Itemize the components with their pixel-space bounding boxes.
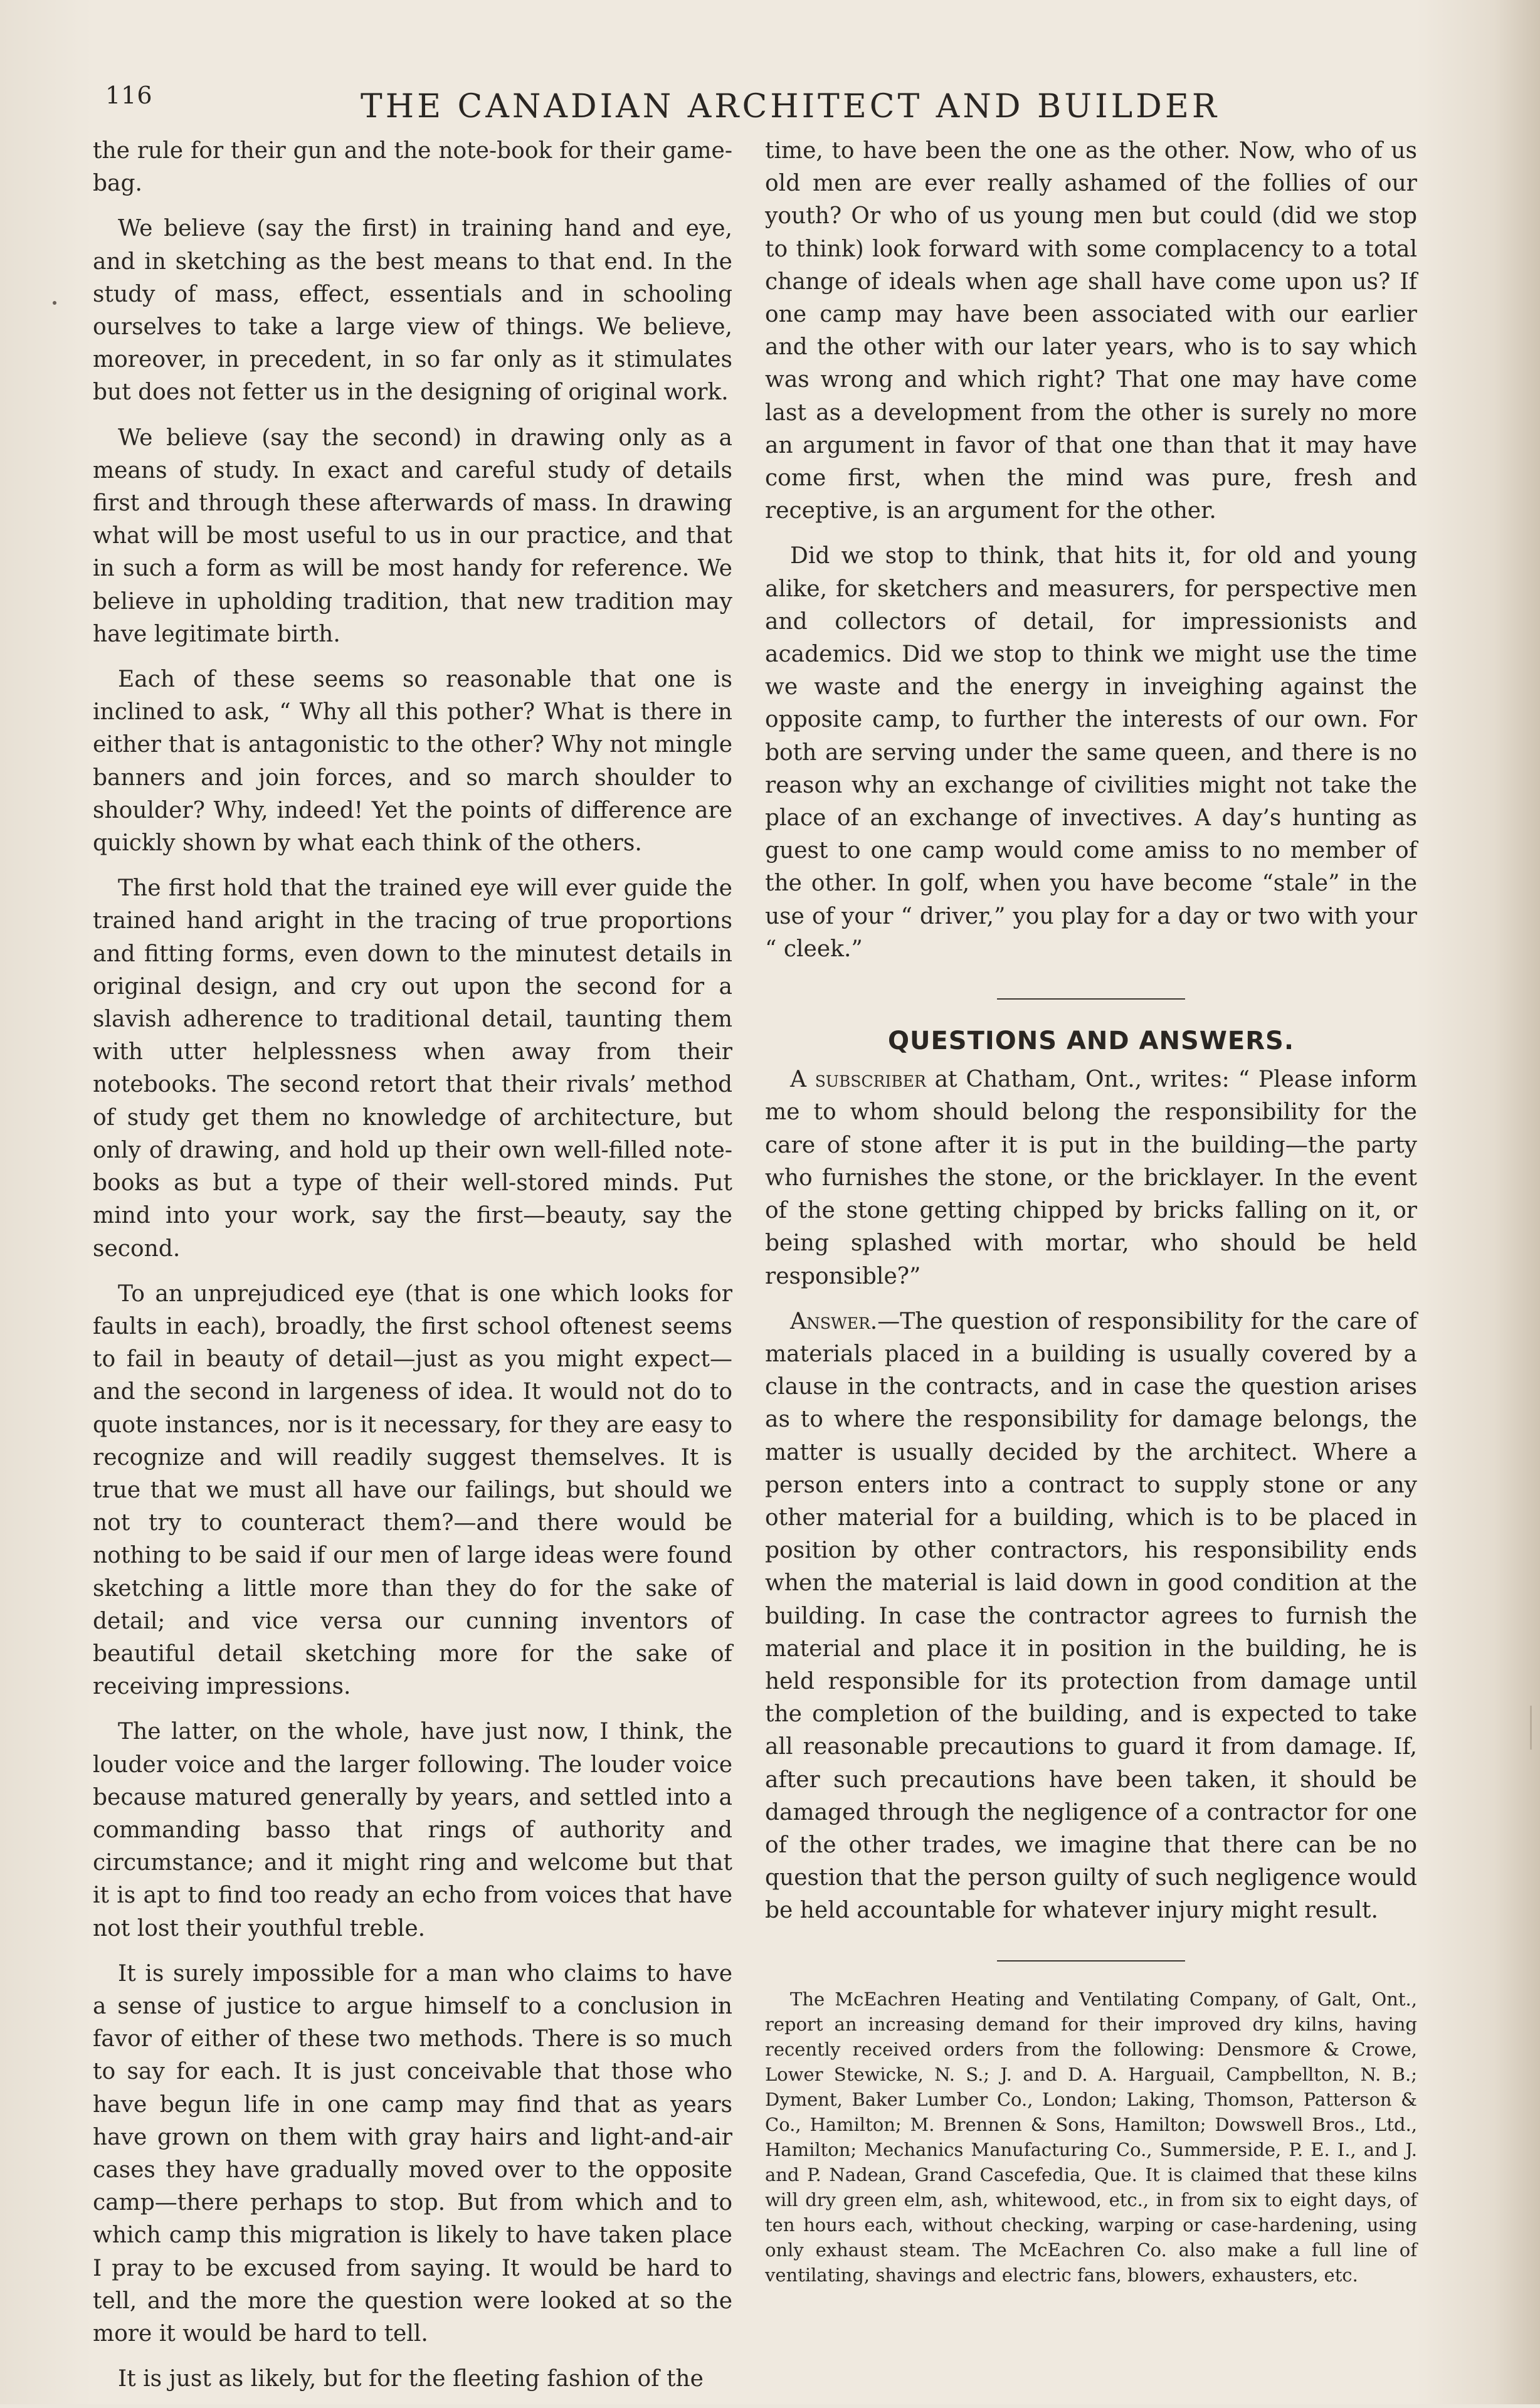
- right-column: [765, 135, 1417, 2300]
- article-paragraph: We believe (say the second) in drawing only as a means of study. In exact and careful study of details first and through these afterwards of mass. In drawing what will be most useful to us in our practice, and that in such a form as will be most handy for reference. We believe in upholding tradition, that new tradition may have legitimate birth.: [93, 425, 732, 647]
- section-divider: [997, 998, 1185, 1000]
- binding-edge-mark: [1530, 1706, 1532, 1750]
- answer-lead: Answer.: [790, 1308, 878, 1334]
- answer-paragraph: [765, 1306, 1417, 1928]
- article-paragraph: Each of these seems so reasonable that one is inclined to ask, “ Why all this pother? What is there in either that is antagonistic to the other? Why not mingle banners and join forces, and so march shoulder to shoulder? Why, indeed! Yet the points of difference are quickly shown by what each think of the others.: [93, 667, 732, 857]
- article-paragraph: the rule for their gun and the note-book for their game-bag.: [93, 138, 732, 197]
- section-heading: QUESTIONS AND ANSWERS.: [887, 1027, 1295, 1056]
- running-title: THE CANADIAN ARCHITECT AND BUILDER: [361, 88, 1220, 125]
- article-paragraph: It is surely impossible for a man who claims to have a sense of justice to argue himself to a conclusion in favor of either of these two methods. There is so much to say for each. It is just conceivable that those who have begun life in one camp may find that as years have grown on them with gray hairs and light-and-air cases they have gradually moved over to the opposite camp—there perhaps to stop. But from which and to which camp this migration is likely to have taken place I pray to be excused from saying. It would be hard to tell, and the more the question were looked at so the more it would be hard to tell.: [93, 1960, 732, 2347]
- question-lead: A subscriber: [790, 1067, 926, 1093]
- article-paragraph: The latter, on the whole, have just now, I think, the louder voice and the larger following. The louder voice because matured generally by years, and settled into a commanding basso that rings of authority and circumstance; and it might ring and welcome but that it is apt to find too ready an echo from voices that have not lost their youthful treble.: [93, 1719, 732, 1941]
- section-divider: [997, 1960, 1185, 1962]
- article-paragraph: Did we stop to think, that hits it, for old and young alike, for sketchers and measurers, for perspective men and collectors of detail, for impressionists and academics. Did we stop to think we might use the time we waste and the energy in inveighing against the opposite camp, to further the interests of our own. For both are serving under the same queen, and there is no reason why an exchange of civilities might not take the place of an exchange of invectives. A day’s hunting as guest to one camp would come amiss to no member of the other. In golf, when you have become “stale” in the use of your “ driver,” you play for a day or two with your “ cleek.”: [765, 543, 1417, 962]
- left-column: [93, 135, 732, 2408]
- question-body: at Chatham, Ont., writes: “ Please inform me to whom should belong the responsibility for the care of stone after it is put in the building—the party who furnishes the stone, or the bricklayer. In the event of the stone getting chipped by bricks falling on it, or being splashed with mortar, who should be held responsible?”: [765, 1067, 1417, 1289]
- article-paragraph: The first hold that the trained eye will ever guide the trained hand aright in the tracing of true proportions and fitting forms, even down to the minutest details in original design, and cry out upon the second for a slavish adherence to traditional detail, taunting them with utter helplessness when away from their notebooks. The second retort that their rivals’ method of study get them no knowledge of architecture, but only of drawing, and hold up their own well-filled note-books as but a type of their well-stored minds. Put mind into your work, say the first—beauty, say the second.: [93, 875, 732, 1262]
- answer-body: —The question of responsibility for the care of materials placed in a building is usually covered by a clause in the contracts, and in case the question arises as to where the responsibility for damage belongs, the matter is usually decided by the architect. Where a person enters into a contract to supply stone or any other material for a building, which is to be placed in position by other contractors, his responsibility ends when the material is laid down in good condition at the building. In case the contractor agrees to furnish the material and place it in position in the building, he is held responsible for its protection from damage until the completion of the building, and is expected to take all reasonable precautions to guard it from damage. If, after such precautions have been taken, it should be damaged through the negligence of a contractor for one of the other trades, we imagine that there can be no question that the person guilty of such negligence would be held accountable for whatever injury might result.: [765, 1308, 1417, 1924]
- page-number: 116: [105, 82, 153, 109]
- article-paragraph: It is just as likely, but for the fleeting fashion of the: [118, 2366, 704, 2392]
- article-paragraph: We believe (say the first) in training hand and eye, and in sketching as the best means to that end. In the study of mass, effect, essentials and in schooling ourselves to take a large view of things. We believe, moreover, in precedent, in so far only as it stimulates but does not fetter us in the designing of original work.: [93, 216, 732, 406]
- article-paragraph: To an unprejudiced eye (that is one which looks for faults in each), broadly, the first school oftenest seems to fail in beauty of detail—just as you might expect—and the second in largeness of idea. It would not do to quote instances, nor is it necessary, for they are easy to recognize and will readily suggest themselves. It is true that we must all have our failings, but should we not try to counteract them?—and there would be nothing to be said if our men of large ideas were found sketching a little more than they do for the sake of detail; and vice versa our cunning inventors of beautiful detail sketching more for the sake of receiving impressions.: [93, 1281, 732, 1700]
- article-paragraph: time, to have been the one as the other. Now, who of us old men are ever really ashamed of the follies of our youth? Or who of us young men but could (did we stop to think) look forward with some complacency to a total change of ideals when age shall have come upon us? If one camp may have been associated with our earlier and the other with our later years, who is to say which was wrong and which right? That one may have come last as a development from the other is surely no more an argument in favor of that one than that it may have come first, when the mind was pure, fresh and receptive, is an argument for the other.: [765, 138, 1417, 524]
- question-paragraph: [765, 1064, 1417, 1292]
- trade-note: The McEachren Heating and Ventilating Company, of Galt, Ont., report an increasing demand for their improved dry kilns, having recently received orders from the following: Densmore & Crowe, Lower Stewicke, N. S.; J. and D. A. Harguail, Campbellton, N. B.; Dyment, Baker Lumber Co., London; Laking, Thomson, Patterson & Co., Hamilton; M. Brennen & Sons, Hamilton; Dowswell Bros., Ltd., Hamilton; Mechanics Manufacturing Co., Summerside, P. E. I., and J. and P. Nadean, Grand Cascefedia, Que. It is claimed that these kilns will dry green elm, ash, whitewood, etc., in from six to eight days, of ten hours each, without checking, warping or case-hardening, using only exhaust steam. The McEachren Co. also make a full line of ventilating, shavings and electric fans, blowers, exhausters, etc.: [765, 1988, 1417, 2286]
- margin-mark: [53, 301, 56, 305]
